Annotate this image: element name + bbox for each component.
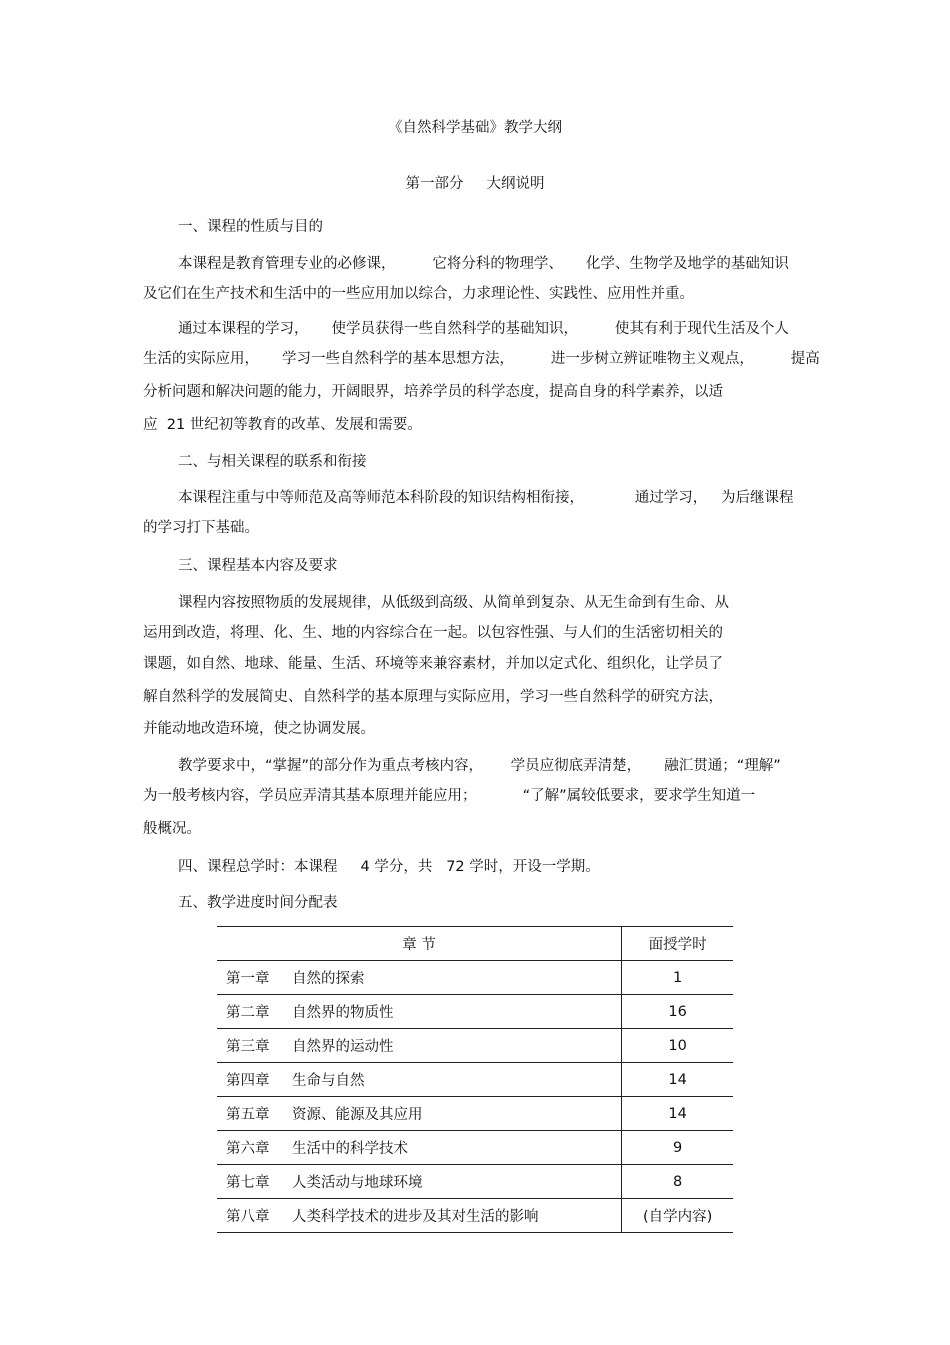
chapter-title: 自然界的物质性	[292, 1005, 394, 1021]
document-title: 《自然科学基础》教学大纲	[388, 120, 562, 136]
paragraph-line: 课程内容按照物质的发展规律，从低级到高级、从简单到复杂、从无生命到有生命、从	[178, 595, 729, 611]
table-row	[217, 1097, 733, 1131]
hours-cell: 9	[622, 1131, 733, 1165]
paragraph-line: 通过本课程的学习， 使学员获得一些自然科学的基础知识， 使其有利于现代生活及个人	[178, 321, 789, 337]
chapter-cell	[217, 1029, 622, 1063]
hours-cell: 14	[622, 1097, 733, 1131]
paragraph-line: 教学要求中，“掌握”的部分作为重点考核内容， 学员应彻底弄清楚， 融汇贯通；“理解”	[178, 758, 781, 774]
section-heading-2: 二、与相关课程的联系和衔接	[178, 454, 367, 470]
paragraph-line: 的学习打下基础。	[143, 520, 259, 536]
chapter-cell	[217, 1131, 622, 1165]
hours-cell: (自学内容)	[622, 1199, 733, 1233]
table-header-row	[217, 927, 733, 961]
chapter-cell	[217, 1097, 622, 1131]
chapter-title: 生活中的科学技术	[292, 1141, 408, 1157]
table-row	[217, 995, 733, 1029]
chapter-cell	[217, 1165, 622, 1199]
table-row	[217, 1131, 733, 1165]
chapter-title: 自然的探索	[292, 971, 365, 987]
chapter-number: 第二章	[226, 1005, 270, 1021]
chapter-cell	[217, 995, 622, 1029]
paragraph-line: 本课程注重与中等师范及高等师范本科阶段的知识结构相衔接， 通过学习， 为后继课程	[178, 490, 794, 506]
paragraph-line: 般概况。	[143, 821, 201, 837]
hours-cell: 10	[622, 1029, 733, 1063]
chapter-cell	[217, 961, 622, 995]
chapter-title: 生命与自然	[292, 1073, 365, 1089]
section-heading-1: 一、课程的性质与目的	[178, 219, 323, 235]
chapter-number: 第八章	[226, 1209, 270, 1225]
hours-cell: 8	[622, 1165, 733, 1199]
chapter-cell	[217, 1063, 622, 1097]
table-row	[217, 1165, 733, 1199]
schedule-table	[217, 926, 733, 1233]
header-hours: 面授学时	[622, 927, 733, 961]
chapter-number: 第四章	[226, 1073, 270, 1089]
paragraph-line: 课题，如自然、地球、能量、生活、环境等来兼容素材，并加以定式化、组织化，让学员了	[143, 656, 723, 672]
paragraph-line: 解自然科学的发展简史、自然科学的基本原理与实际应用，学习一些自然科学的研究方法，	[143, 689, 723, 705]
section-heading-5: 五、教学进度时间分配表	[178, 895, 338, 911]
chapter-title: 人类科学技术的进步及其对生活的影响	[292, 1209, 539, 1225]
chapter-number: 第五章	[226, 1107, 270, 1123]
chapter-title: 自然界的运动性	[292, 1039, 394, 1055]
section-heading-3: 三、课程基本内容及要求	[178, 558, 338, 574]
table-row	[217, 1199, 733, 1233]
paragraph-line: 生活的实际应用， 学习一些自然科学的基本思想方法， 进一步树立辨证唯物主义观点， 提高	[143, 351, 820, 367]
paragraph-line: 分析问题和解决问题的能力，开阔眼界，培养学员的科学态度，提高自身的科学素养，以适	[143, 384, 723, 400]
hours-cell: 16	[622, 995, 733, 1029]
table-row	[217, 1029, 733, 1063]
paragraph-line: 及它们在生产技术和生活中的一些应用加以综合，力求理论性、实践性、应用性并重。	[143, 286, 694, 302]
chapter-title: 资源、能源及其应用	[292, 1107, 423, 1123]
chapter-number: 第六章	[226, 1141, 270, 1157]
table-row	[217, 961, 733, 995]
part-heading: 第一部分 大纲说明	[405, 176, 545, 192]
hours-cell: 1	[622, 961, 733, 995]
chapter-number: 第一章	[226, 971, 270, 987]
paragraph-line: 应 21 世纪初等教育的改革、发展和需要。	[143, 417, 422, 433]
chapter-cell	[217, 1199, 622, 1233]
chapter-number: 第七章	[226, 1175, 270, 1191]
paragraph-line: 并能动地改造环境，使之协调发展。	[143, 721, 375, 737]
chapter-title: 人类活动与地球环境	[292, 1175, 423, 1191]
paragraph-line: 本课程是教育管理专业的必修课， 它将分科的物理学、 化学、生物学及地学的基础知识	[178, 256, 789, 272]
paragraph-line: 为一般考核内容，学员应弄清其基本原理并能应用； “了解”属较低要求，要求学生知道一	[143, 788, 756, 804]
chapter-number: 第三章	[226, 1039, 270, 1055]
table-row	[217, 1063, 733, 1097]
hours-cell: 14	[622, 1063, 733, 1097]
section-heading-4: 四、课程总学时：本课程 4 学分，共 72 学时，开设一学期。	[178, 859, 600, 875]
paragraph-line: 运用到改造，将理、化、生、地的内容综合在一起。以包容性强、与人们的生活密切相关的	[143, 625, 723, 641]
header-chapter: 章 节	[217, 927, 622, 961]
